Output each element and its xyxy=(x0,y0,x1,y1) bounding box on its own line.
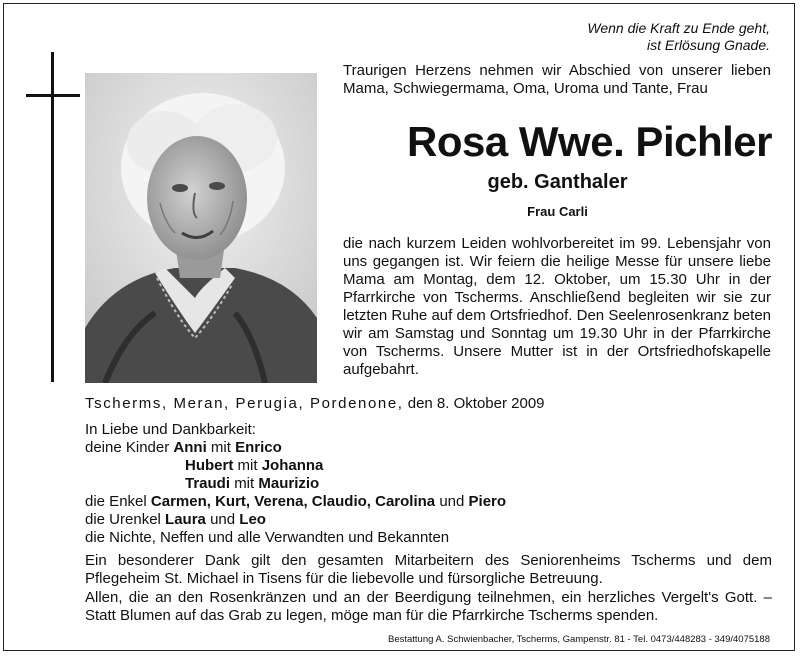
child-name: Traudi xyxy=(185,475,231,492)
intro-text: Traurigen Herzens nehmen wir Abschied von unserer lieben Mama, Schwiegermama, Oma, Uroma und Tante, Frau xyxy=(343,62,771,97)
grandchildren-label: die Enkel xyxy=(85,493,147,510)
great-grandchildren-label: die Urenkel xyxy=(85,511,161,528)
epigraph-quote xyxy=(587,20,770,54)
child-name: Hubert xyxy=(185,457,234,474)
nickname: Frau Carli xyxy=(527,204,588,219)
places: Tscherms, Meran, Perugia, Pordenone, xyxy=(85,395,404,412)
connector: mit xyxy=(234,475,255,492)
child-name: Anni xyxy=(173,439,207,456)
great-grandchild-1: Laura xyxy=(165,511,206,528)
deceased-name: Rosa Wwe. Pichler xyxy=(407,118,772,165)
list-item xyxy=(85,493,775,511)
mourners-list xyxy=(85,421,775,547)
list-item xyxy=(85,457,775,475)
partner-name: Maurizio xyxy=(258,475,320,492)
donation-paragraph: Allen, die an den Rosenkränzen und an der Beerdigung teilnehmen, ein herzliches Vergelt's Gott. – Statt Blumen auf das Grab zu legen, möge man für die Pfarrkirche Tscherms spenden. xyxy=(85,589,772,624)
grandchild-last: Piero xyxy=(468,493,507,510)
partner-name: Johanna xyxy=(261,457,324,474)
connector: mit xyxy=(237,457,258,474)
connector: mit xyxy=(210,439,231,456)
thanks-intro: In Liebe und Dankbarkeit: xyxy=(85,421,256,438)
cross-icon xyxy=(51,52,54,382)
date: den 8. Oktober 2009 xyxy=(407,395,545,412)
place-date-line xyxy=(85,395,765,413)
thanks-paragraph: Ein besonderer Dank gilt den gesamten Mitarbeitern des Seniorenheims Tscherms und dem Pflegeheim St. Michael in Tisens für die liebevolle und fürsorgliche Betreuung. xyxy=(85,552,772,587)
quote-line-1: Wenn die Kraft zu Ende geht, xyxy=(587,20,770,36)
list-item xyxy=(85,511,775,529)
cross-icon-bar xyxy=(26,94,80,97)
and-word: und xyxy=(439,493,465,510)
and-word: und xyxy=(210,511,236,528)
funeral-details: die nach kurzem Leiden wohlvorbereitet im 99. Lebensjahr von uns gegangen ist. Wir feiern die heilige Messe für unsere liebe Mama am Montag, dem 12. Oktober, um 15.30 Uhr in der Pfarrkirche von Tscherms. Anschließend begleiten wir sie zur letzten Ruhe auf dem Ortsfriedhof. Den Seelenrosenkranz beten wir am Samstag und Sonntag um 19.30 Uhr in der Pfarrkirche von Tscherms. Unsere Mutter ist in der Ortsfriedhofskapelle aufgebahrt. xyxy=(343,235,771,378)
list-item xyxy=(85,475,775,493)
portrait-photo xyxy=(85,73,317,383)
great-grandchild-2: Leo xyxy=(239,511,266,528)
list-item xyxy=(85,439,775,457)
quote-line-2: ist Erlösung Gnade. xyxy=(647,37,770,53)
partner-name: Enrico xyxy=(235,439,282,456)
maiden-name: geb. Ganthaler xyxy=(487,171,628,193)
relatives-line: die Nichte, Neffen und alle Verwandten und Bekannten xyxy=(85,529,450,546)
grandchildren-names: Carmen, Kurt, Verena, Claudio, Carolina xyxy=(150,493,436,510)
portrait-illustration xyxy=(85,73,317,383)
funeral-home-footer: Bestattung A. Schwienbacher, Tscherms, Gampenstr. 81 - Tel. 0473/448283 - 349/4075188 xyxy=(387,634,770,645)
children-label: deine Kinder xyxy=(85,439,170,456)
